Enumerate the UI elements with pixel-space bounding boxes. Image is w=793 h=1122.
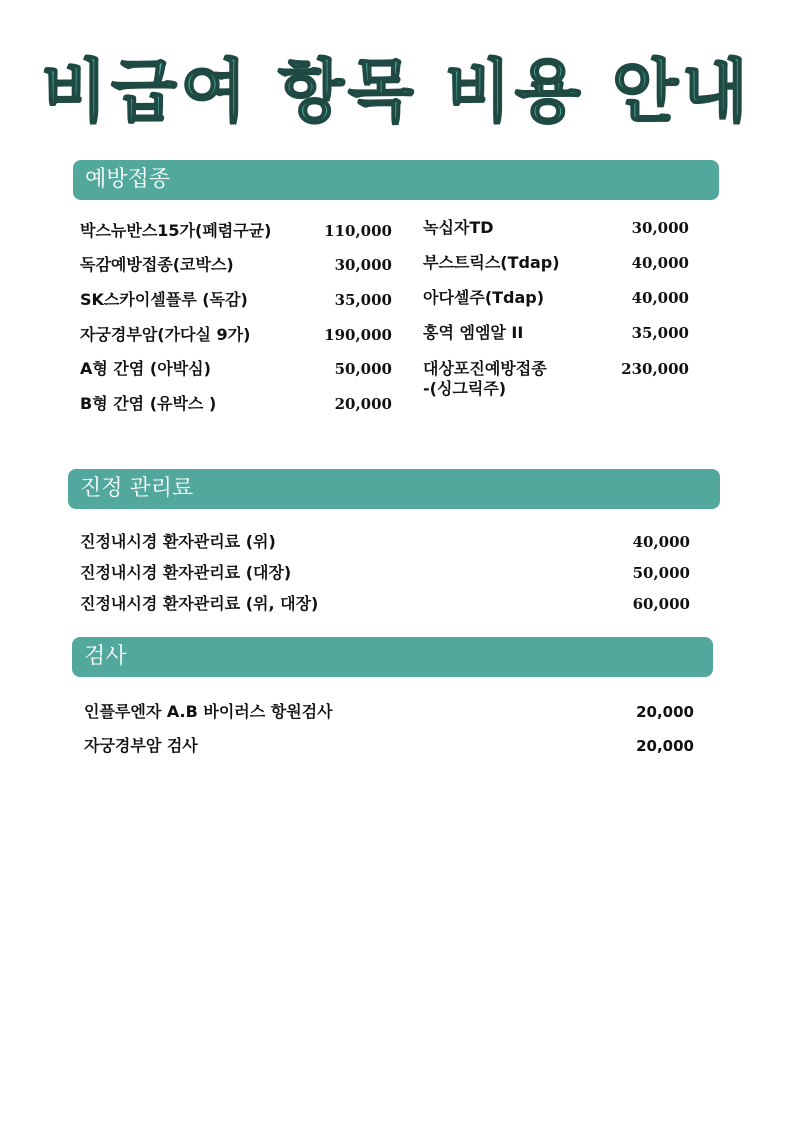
item-name: 진정내시경 환자관리료 (위): [80, 532, 276, 551]
item-price: 230,000: [621, 360, 689, 378]
page-title: 비급여 항목 비용 안내: [41, 53, 752, 132]
item-name: 부스트릭스(Tdap): [423, 253, 560, 272]
item-price: 35,000: [631, 324, 689, 342]
item-name: 대상포진예방접종 -(싱그릭주): [423, 359, 547, 398]
item-price: 35,000: [334, 291, 392, 309]
item-name: 자궁경부암 검사: [84, 736, 198, 755]
item-price: 20,000: [334, 395, 392, 413]
item-price: 190,000: [324, 326, 392, 344]
item-price: 20,000: [636, 737, 694, 755]
item-name: 홍역 엠엠알 II: [423, 323, 524, 342]
section-title: 검사: [84, 644, 127, 669]
section-header-vaccination: [73, 160, 719, 200]
section-header-sedation: [68, 469, 720, 509]
item-price: 50,000: [632, 564, 690, 582]
item-name: 아다셀주(Tdap): [423, 288, 545, 307]
item-price: 110,000: [324, 222, 392, 240]
list-item: [423, 359, 689, 401]
item-price: 30,000: [334, 256, 392, 274]
item-name: A형 간염 (아박심): [80, 359, 211, 378]
section-title: 진정 관리료: [80, 476, 194, 501]
item-name: 녹십자TD: [423, 218, 494, 237]
section-header-tests: [72, 637, 713, 677]
item-name: SK스카이셀플루 (독감): [80, 290, 248, 309]
item-name: 진정내시경 환자관리료 (대장): [80, 563, 292, 582]
item-name: 박스뉴반스15가(페렴구균): [80, 221, 272, 240]
item-name: 인플루엔자 A.B 바이러스 항원검사: [84, 702, 333, 721]
item-price: 40,000: [632, 533, 690, 551]
item-price: 40,000: [631, 289, 689, 307]
item-price: 20,000: [636, 703, 694, 721]
section-title: 예방접종: [85, 167, 171, 192]
item-price: 40,000: [631, 254, 689, 272]
item-price: 30,000: [631, 219, 689, 237]
item-name: 자궁경부암(가다실 9가): [80, 325, 251, 344]
item-price: 60,000: [632, 595, 690, 613]
item-name: 진정내시경 환자관리료 (위, 대장): [80, 594, 319, 613]
item-price: 50,000: [334, 360, 392, 378]
item-name: 독감예방접종(코박스): [80, 255, 234, 274]
item-name: B형 간염 (유박스 ): [80, 394, 217, 413]
